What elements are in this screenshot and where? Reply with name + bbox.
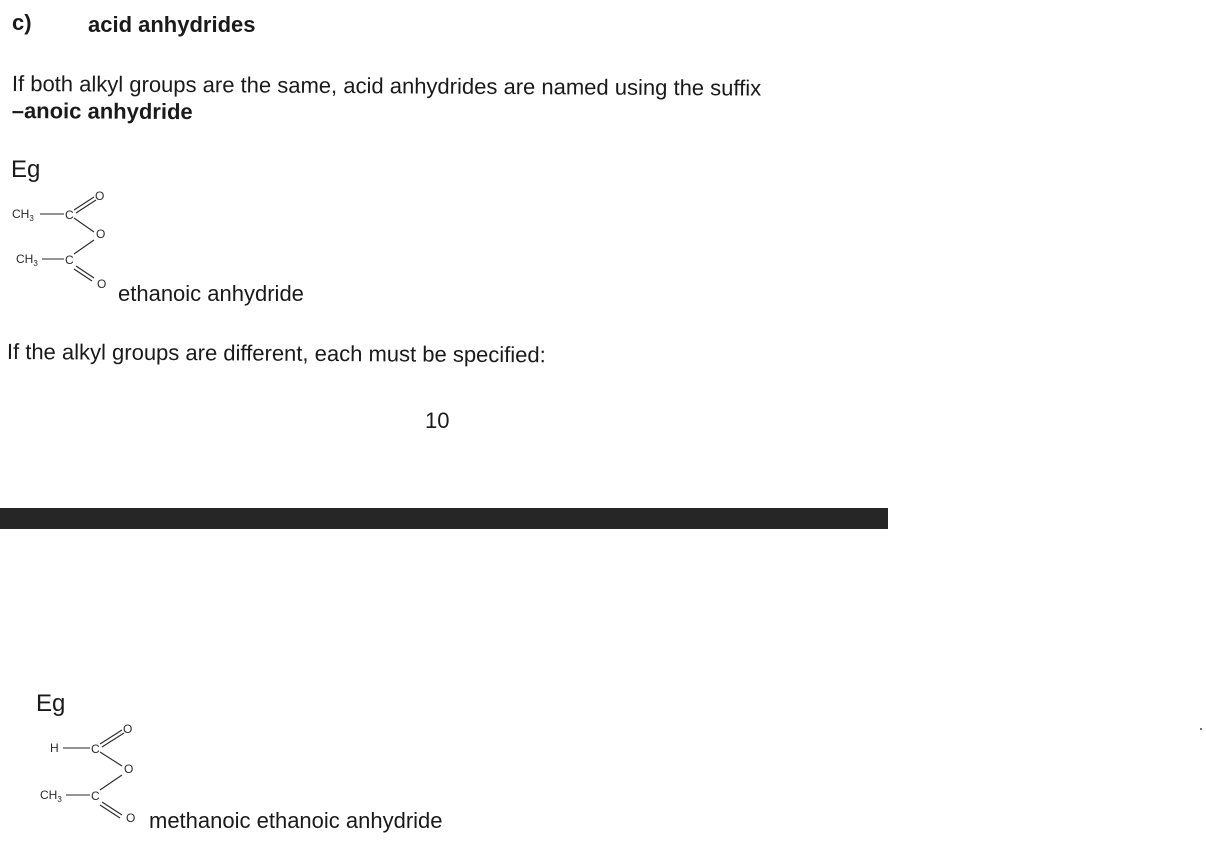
example1-oxygen-bridge: O <box>96 227 106 241</box>
scan-speck <box>1200 728 1202 730</box>
example1-group1: $CH_3$ <box>12 207 34 223</box>
intro-text: If both alkyl groups are the same, acid anhydrides are named using the suffix <box>11 70 762 101</box>
example2-oxygen-top: O <box>123 722 133 736</box>
page-divider <box>0 508 888 529</box>
example2-oxygen-bottom: O <box>126 811 136 825</box>
example1-name: ethanoic anhydride <box>118 281 304 306</box>
section-title: acid anhydrides <box>88 12 256 37</box>
example2-carbon2: C <box>91 789 100 803</box>
example1-group2: $CH_3$ <box>16 252 38 268</box>
example1-oxygen-top: O <box>95 189 105 203</box>
intro-paragraph <box>12 70 762 129</box>
example1-oxygen-bottom: O <box>97 277 107 291</box>
example2-structure <box>30 714 160 829</box>
intro-suffix: –anoic anhydride <box>11 97 193 125</box>
example2-oxygen-bridge: O <box>124 762 134 776</box>
page-number: 10 <box>425 408 450 433</box>
example2-carbon1: C <box>91 742 100 756</box>
section-letter: c) <box>12 10 32 35</box>
example1-carbon2: C <box>65 253 74 267</box>
example2-name: methanoic ethanoic anhydride <box>149 808 443 833</box>
example1-label: Eg <box>11 156 41 183</box>
example2-group2: $CH_3$ <box>40 788 62 804</box>
example2-group1: H <box>50 741 59 755</box>
different-paragraph: If the alkyl groups are different, each must be specified: <box>6 338 546 368</box>
example1-carbon1: C <box>65 208 74 222</box>
example2-label: Eg <box>36 690 66 717</box>
example1-structure <box>0 180 130 295</box>
